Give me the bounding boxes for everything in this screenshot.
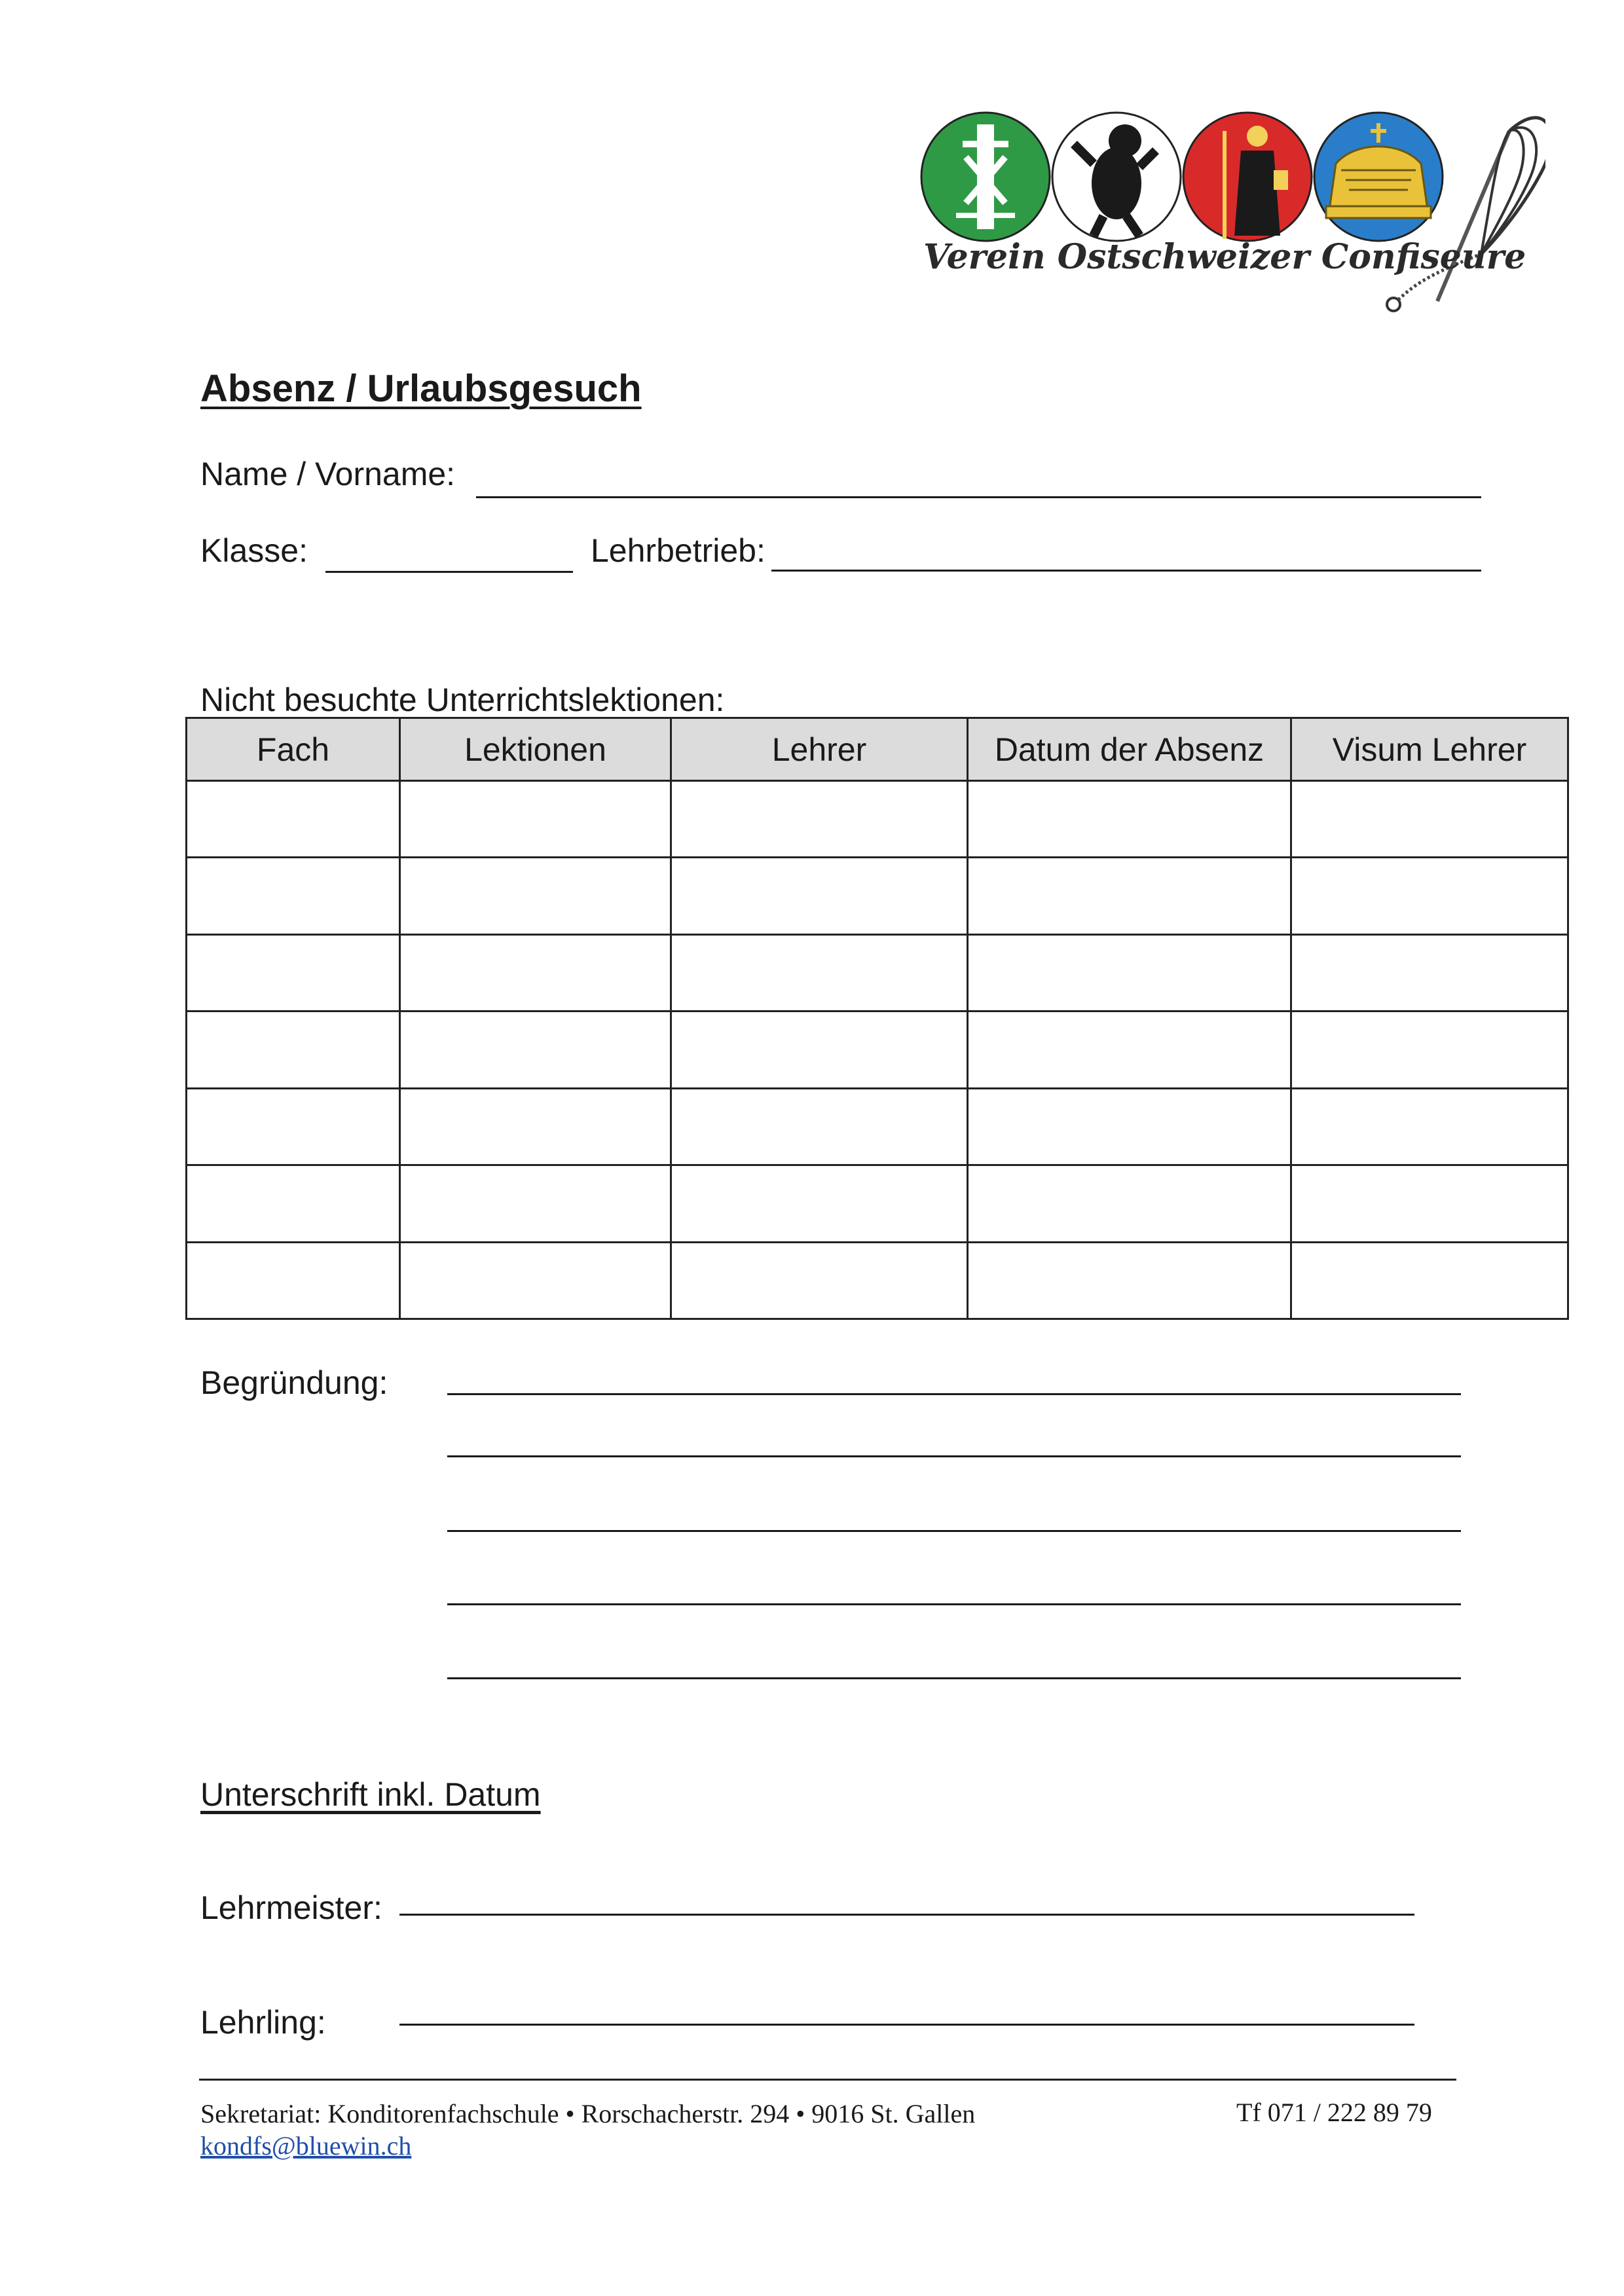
lehrling-label: Lehrling: — [200, 2004, 326, 2041]
begruendung-line-2[interactable] — [447, 1455, 1461, 1457]
table-cell[interactable] — [400, 1011, 671, 1088]
table-cell[interactable] — [1291, 1242, 1568, 1319]
appenzell-bear-icon — [1052, 113, 1181, 241]
table-cell[interactable] — [968, 1242, 1291, 1319]
table-cell[interactable] — [400, 858, 671, 934]
lessons-table — [185, 717, 1569, 1320]
table-cell[interactable] — [968, 1011, 1291, 1088]
table-cell[interactable] — [187, 1165, 400, 1242]
table-cell[interactable] — [968, 1088, 1291, 1165]
table-cell[interactable] — [671, 1165, 968, 1242]
lehrmeister-signature-field[interactable] — [399, 1914, 1414, 1916]
table-cell[interactable] — [1291, 1165, 1568, 1242]
association-logo — [917, 105, 1545, 321]
begruendung-label: Begründung: — [200, 1364, 388, 1401]
footer-divider — [199, 2079, 1456, 2081]
table-cell[interactable] — [1291, 1011, 1568, 1088]
page-title: Absenz / Urlaubsgesuch — [200, 367, 642, 410]
begruendung-line-4[interactable] — [447, 1603, 1461, 1605]
lehrbetrieb-field[interactable] — [771, 570, 1481, 572]
footer-email-link[interactable]: kondfs@bluewin.ch — [200, 2131, 412, 2160]
table-cell[interactable] — [671, 1011, 968, 1088]
column-header-lektionen: Lektionen — [400, 718, 671, 781]
lehrmeister-label: Lehrmeister: — [200, 1889, 382, 1926]
column-header-visum: Visum Lehrer — [1291, 718, 1568, 781]
table-cell[interactable] — [400, 1242, 671, 1319]
table-cell[interactable] — [1291, 781, 1568, 858]
glarus-fridolin-icon — [1183, 113, 1312, 241]
name-label: Name / Vorname: — [200, 456, 456, 492]
table-body — [187, 781, 1568, 1319]
table-cell[interactable] — [671, 934, 968, 1011]
table-row — [187, 781, 1568, 858]
begruendung-line-5[interactable] — [447, 1677, 1461, 1679]
table-cell[interactable] — [671, 1088, 968, 1165]
st-gallen-emblem-icon — [921, 113, 1050, 241]
footer-phone: Tf 071 / 222 89 79 — [1236, 2098, 1432, 2127]
footer-address: Sekretariat: Konditorenfachschule • Rorschacherstr. 294 • 9016 St. Gallen — [200, 2099, 976, 2128]
table-cell[interactable] — [187, 1088, 400, 1165]
table-cell[interactable] — [400, 1088, 671, 1165]
table-row — [187, 1088, 1568, 1165]
table-cell[interactable] — [968, 934, 1291, 1011]
lehrbetrieb-label: Lehrbetrieb: — [591, 532, 766, 569]
table-row — [187, 858, 1568, 934]
table-cell[interactable] — [968, 858, 1291, 934]
begruendung-line-1[interactable] — [447, 1393, 1461, 1395]
table-row — [187, 934, 1568, 1011]
logo-text: Verein Ostschweizer Confiseure — [923, 237, 1526, 277]
lehrling-signature-field[interactable] — [399, 2024, 1414, 2026]
klasse-label: Klasse: — [200, 532, 308, 569]
table-cell[interactable] — [671, 1242, 968, 1319]
begruendung-line-3[interactable] — [447, 1530, 1461, 1532]
liechtenstein-crown-icon — [1314, 113, 1443, 241]
column-header-lehrer: Lehrer — [671, 718, 968, 781]
table-caption: Nicht besuchte Unterrichtslektionen: — [200, 682, 725, 718]
column-header-datum: Datum der Absenz — [968, 718, 1291, 781]
klasse-field[interactable] — [325, 571, 573, 573]
table-cell[interactable] — [671, 781, 968, 858]
table-cell[interactable] — [671, 858, 968, 934]
table-cell[interactable] — [187, 934, 400, 1011]
table-cell[interactable] — [187, 1011, 400, 1088]
table-cell[interactable] — [400, 781, 671, 858]
table-cell[interactable] — [968, 1165, 1291, 1242]
table-cell[interactable] — [968, 781, 1291, 858]
table-row — [187, 1242, 1568, 1319]
table-cell[interactable] — [187, 781, 400, 858]
table-cell[interactable] — [1291, 934, 1568, 1011]
table-cell[interactable] — [187, 1242, 400, 1319]
table-cell[interactable] — [1291, 858, 1568, 934]
table-cell[interactable] — [1291, 1088, 1568, 1165]
table-cell[interactable] — [400, 934, 671, 1011]
name-field[interactable] — [476, 496, 1481, 498]
table-header-row — [187, 718, 1568, 781]
column-header-fach: Fach — [187, 718, 400, 781]
table-cell[interactable] — [400, 1165, 671, 1242]
table-row — [187, 1165, 1568, 1242]
signature-heading: Unterschrift inkl. Datum — [200, 1776, 541, 1813]
table-cell[interactable] — [187, 858, 400, 934]
table-row — [187, 1011, 1568, 1088]
